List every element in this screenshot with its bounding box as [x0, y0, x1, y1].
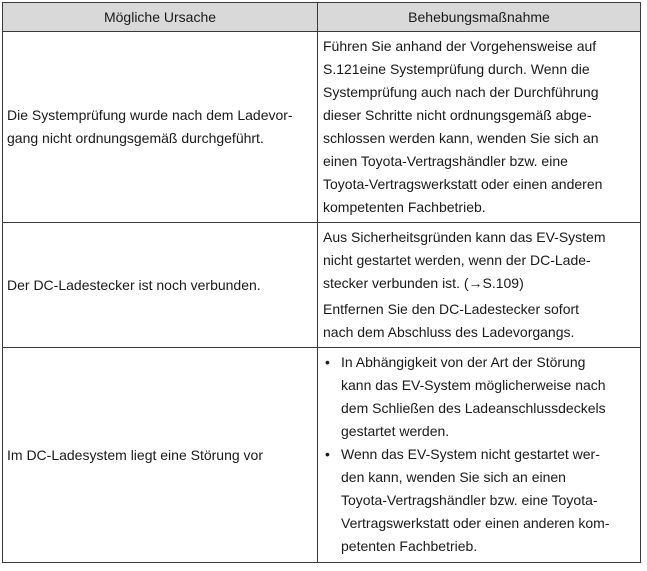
cause-line: Die Systemprüfung wurde nach dem Ladevor-	[7, 107, 293, 123]
remedy-paragraph	[323, 226, 636, 295]
cause-cell	[3, 348, 318, 563]
remedy-line: nach dem Abschluss des Ladevorgangs.	[323, 324, 575, 340]
remedy-line: Wenn das EV-System nicht gestartet wer-	[341, 446, 600, 462]
remedy-line: Systemprüfung auch nach der Durchführung	[323, 84, 599, 100]
remedy-cell	[318, 32, 641, 223]
remedy-line: nicht gestartet werden, wenn der DC-Lade-	[323, 252, 591, 268]
remedy-line: gestartet werden.	[341, 423, 450, 439]
header-row	[3, 3, 641, 32]
cause-line: gang nicht ordnungsgemäß durchgeführt.	[7, 130, 264, 146]
remedy-cell	[318, 223, 641, 348]
remedy-line: Entfernen Sie den DC-Ladestecker sofort	[323, 301, 580, 317]
remedy-line: dem Schließen des Ladeanschlussdeckels	[341, 400, 606, 416]
remedy-line: stecker verbunden ist. (→S.109)	[323, 275, 524, 291]
remedy-paragraph	[323, 298, 636, 344]
list-item	[323, 443, 636, 558]
remedy-cell	[318, 348, 641, 563]
remedy-paragraph	[323, 35, 636, 219]
list-item	[323, 351, 636, 443]
remedy-line: dieser Schritte nicht ordnungsgemäß abge-	[323, 107, 592, 123]
remedy-line: Toyota-Vertragswerkstatt oder einen anderen	[323, 176, 603, 192]
remedy-line: In Abhängigkeit von der Art der Störung	[341, 354, 586, 370]
bullet-icon: •	[325, 446, 330, 462]
remedy-line: S.121eine Systemprüfung durch. Wenn die	[323, 61, 590, 77]
cause-line: Der DC-Ladestecker ist noch verbunden.	[7, 276, 261, 293]
bullet-icon: •	[325, 354, 330, 370]
table-row	[3, 32, 641, 223]
troubleshooting-table	[2, 2, 641, 563]
remedy-line: kompetenten Fachbetrieb.	[323, 199, 486, 215]
remedy-line: kann das EV-System möglicherweise nach	[341, 377, 606, 393]
table-row	[3, 223, 641, 348]
remedy-line: Aus Sicherheitsgründen kann das EV-System	[323, 229, 606, 245]
remedy-bullet-list	[323, 351, 636, 558]
remedy-line: den kann, wenden Sie sich an einen	[341, 469, 566, 485]
remedy-line: Toyota-Vertragshändler bzw. eine Toyota-	[341, 492, 598, 508]
remedy-line: Führen Sie anhand der Vorgehensweise auf	[323, 38, 597, 54]
remedy-line: Vertragswerkstatt oder einen anderen kom-	[341, 515, 610, 531]
remedy-line: schlossen werden kann, wenden Sie sich an	[323, 130, 599, 146]
table-row	[3, 348, 641, 563]
remedy-line: petenten Fachbetrieb.	[341, 538, 478, 554]
cause-cell	[3, 223, 318, 348]
remedy-line: einen Toyota-Vertragshändler bzw. eine	[323, 153, 568, 169]
cause-cell	[3, 32, 318, 223]
header-possible-cause: Mögliche Ursache	[3, 3, 318, 32]
header-remedy: Behebungsmaßnahme	[318, 3, 641, 32]
cause-line: Im DC-Ladesystem liegt eine Störung vor	[7, 446, 263, 463]
